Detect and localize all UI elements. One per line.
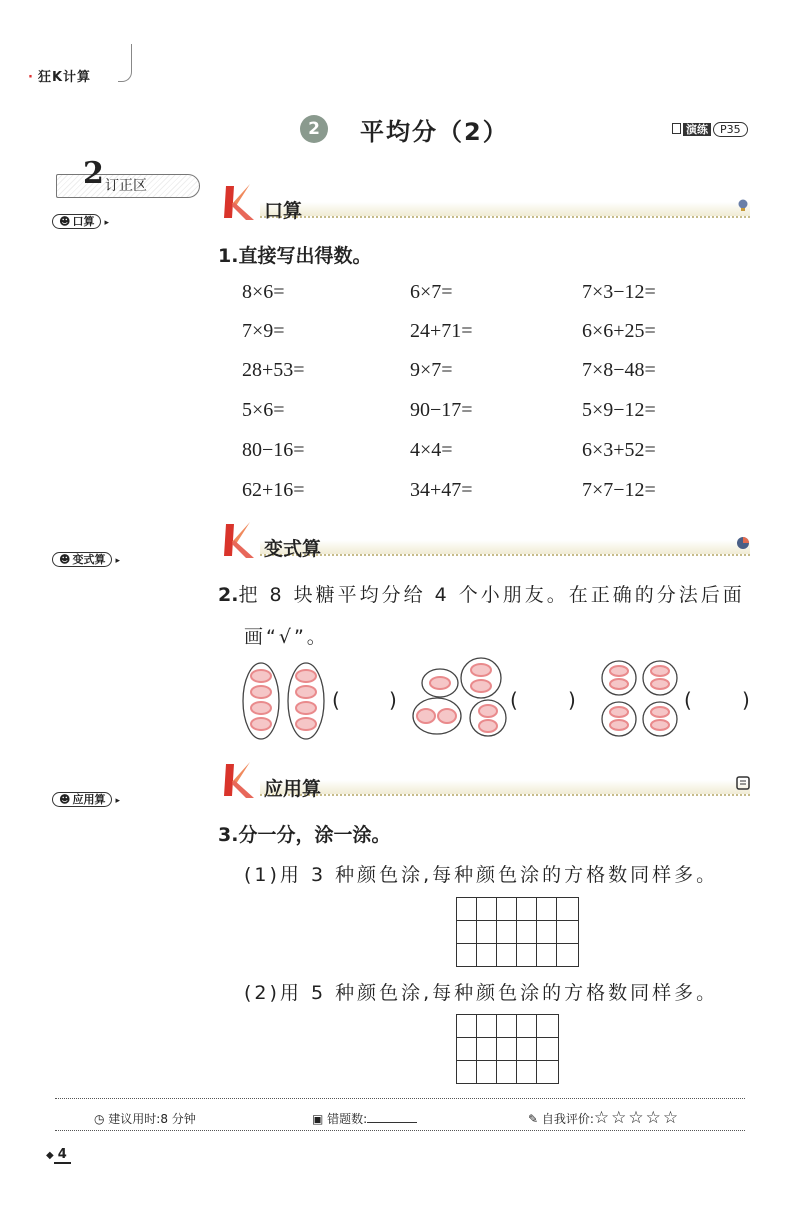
- calc-item: 62+16=: [242, 479, 305, 501]
- calc-item: 7×7−12=: [582, 479, 656, 501]
- footer-divider-bottom: [55, 1130, 745, 1131]
- calc-item: 6×6+25=: [582, 320, 656, 342]
- calc-item: 7×3−12=: [582, 281, 656, 303]
- k-logo-icon: [220, 760, 258, 800]
- color-grid-1[interactable]: [456, 897, 579, 967]
- calc-item: 5×9−12=: [582, 399, 656, 421]
- question-1: 1.直接写出得数。: [218, 245, 372, 267]
- candy-option-c: [600, 658, 680, 740]
- clock-icon: ◷: [94, 1112, 109, 1126]
- calc-item: 6×3+52=: [582, 439, 656, 461]
- kid-icon: ☻: [59, 553, 71, 566]
- suggested-time: ◷ 建议用时:8 分钟: [94, 1112, 196, 1126]
- correction-zone: [56, 156, 200, 198]
- brand-divider: [118, 44, 132, 82]
- calc-item: 8×6=: [242, 281, 285, 303]
- sub-question-1: (1)用 3 种颜色涂,每种颜色涂的方格数同样多。: [244, 864, 719, 886]
- calc-item: 7×8−48=: [582, 359, 656, 381]
- section-title: 应用算: [264, 778, 322, 800]
- page-title: 平均分（2）: [360, 118, 509, 146]
- candy-option-a: [240, 660, 330, 742]
- ref-page: P35: [713, 122, 748, 137]
- calc-item: 9×7=: [410, 359, 453, 381]
- lesson-number: 2: [300, 115, 328, 143]
- calc-item: 7×9=: [242, 320, 285, 342]
- notepad-icon: [736, 776, 750, 790]
- calc-item: 5×6=: [242, 399, 285, 421]
- candy-option-b: [410, 656, 510, 742]
- page-number: ◆ 4: [46, 1147, 71, 1162]
- page-reference: [672, 121, 748, 137]
- section-header-oral: [220, 182, 752, 222]
- section-header-variant: [220, 520, 752, 560]
- correction-zone-label: 订正区: [105, 178, 147, 194]
- brand-logo: · 狂K计算: [28, 70, 92, 85]
- document-icon: [672, 123, 681, 134]
- pie-chart-icon: [736, 536, 750, 550]
- section-title: 变式算: [264, 538, 322, 560]
- question-3: 3.分一分，涂一涂。: [218, 824, 391, 846]
- error-count: ▣ 错题数:: [312, 1110, 417, 1127]
- error-count-blank[interactable]: [367, 1122, 417, 1123]
- calc-item: 80−16=: [242, 439, 305, 461]
- self-evaluation: ✎ 自我评价:☆☆☆☆☆: [528, 1108, 681, 1128]
- calc-item: 4×4=: [410, 439, 453, 461]
- color-grid-2[interactable]: [456, 1014, 559, 1084]
- section-header-applied: [220, 760, 752, 800]
- edit-icon: ✎: [528, 1112, 542, 1126]
- rating-stars[interactable]: ☆☆☆☆☆: [593, 1108, 681, 1128]
- calc-item: 90−17=: [410, 399, 473, 421]
- k-logo-icon: [220, 520, 258, 560]
- answer-paren-close[interactable]: ): [389, 688, 397, 712]
- error-icon: ▣: [312, 1112, 328, 1126]
- answer-paren-close[interactable]: ): [742, 688, 750, 712]
- answer-paren-open[interactable]: (: [684, 688, 692, 712]
- question-2: 2.把 8 块糖平均分给 4 个小朋友。在正确的分法后面: [218, 584, 745, 606]
- answer-paren-close[interactable]: ): [568, 688, 576, 712]
- ref-tag: 演练: [683, 123, 711, 136]
- calc-item: 34+47=: [410, 479, 473, 501]
- answer-paren-open[interactable]: (: [332, 688, 340, 712]
- pencil-icon: 2: [83, 156, 104, 191]
- calc-item: 6×7=: [410, 281, 453, 303]
- answer-paren-open[interactable]: (: [510, 688, 518, 712]
- k-logo-icon: [220, 182, 258, 222]
- side-label-oral: ☻ 口算 ▸: [52, 210, 109, 229]
- section-title: 口算: [264, 200, 303, 222]
- side-label-applied: ☻ 应用算 ▸: [52, 788, 120, 807]
- lightbulb-icon: [736, 198, 750, 212]
- sub-question-2: (2)用 5 种颜色涂,每种颜色涂的方格数同样多。: [244, 982, 719, 1004]
- question-2-line2: 画“√”。: [244, 626, 329, 648]
- kid-icon: ☻: [59, 215, 71, 228]
- calc-item: 28+53=: [242, 359, 305, 381]
- side-label-variant: ☻ 变式算 ▸: [52, 548, 120, 567]
- kid-icon: ☻: [59, 793, 71, 806]
- calc-item: 24+71=: [410, 320, 473, 342]
- footer-divider-top: [55, 1098, 745, 1099]
